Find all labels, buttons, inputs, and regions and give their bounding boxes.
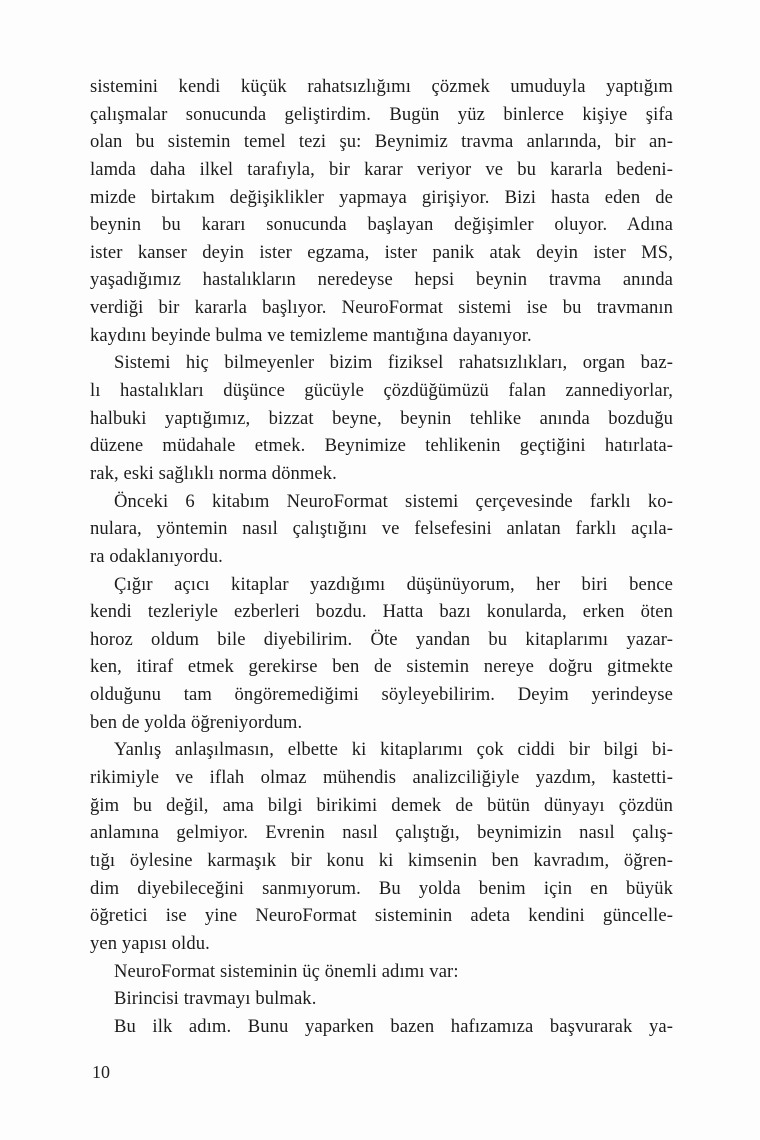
- text-line: anlamına gelmiyor. Evrenin nasıl çalıştığı, beynimizin nasıl çalış-: [90, 822, 673, 844]
- text-line: Sistemi hiç bilmeyenler bizim fiziksel rahatsızlıkları, organ baz-: [114, 352, 673, 374]
- page-number: 10: [92, 1062, 110, 1082]
- text-line: öğretici ise yine NeuroFormat sisteminin adeta kendini güncelle-: [90, 905, 673, 927]
- text-line: yaşadığımız hastalıkların neredeyse hepsi beynin travma anında: [90, 269, 673, 291]
- text-line: mizde birtakım değişiklikler yapmaya girişiyor. Bizi hasta eden de: [90, 186, 673, 208]
- text-line: kendi tezleriyle ezberleri bozdu. Hatta bazı konularda, erken öten: [90, 601, 673, 623]
- text-line: rikimiyle ve iflah olmaz mühendis analizciliğiyle yazdım, kastetti-: [90, 767, 673, 789]
- text-line: ben de yolda öğreniyordum.: [90, 711, 303, 733]
- text-line: düzene müdahale etmek. Beynimize tehlikenin geçtiğini hatırlata-: [90, 435, 673, 457]
- text-line: ğim bu değil, ama bilgi birikimi demek de bütün dünyayı çözdün: [90, 794, 673, 816]
- text-line: Bu ilk adım. Bunu yaparken bazen hafızamıza başvurarak ya-: [114, 1015, 673, 1037]
- text-line: dim diyebileceğini sanmıyorum. Bu yolda benim için en büyük: [90, 877, 673, 899]
- text-line: ra odaklanıyordu.: [90, 545, 223, 567]
- text-line: NeuroFormat sisteminin üç önemli adımı var:: [114, 960, 459, 982]
- text-line: halbuki yaptığımız, bizzat beyne, beynin tehlike anında bozduğu: [90, 407, 673, 429]
- text-line: olduğunu tam öngöremediğimi söyleyebilirim. Deyim yerindeyse: [90, 684, 673, 706]
- text-line: sistemini kendi küçük rahatsızlığımı çözmek umuduyla yaptığım: [90, 76, 673, 97]
- text-line: tığı öylesine karmaşık bir konu ki kimsenin ben kavradım, öğren-: [90, 849, 673, 871]
- text-line: çalışmalar sonucunda geliştirdim. Bugün yüz binlerce kişiye şifa: [90, 103, 673, 125]
- text-line: lamda daha ilkel tarafıyla, bir karar veriyor ve bu kararla bedeni-: [90, 158, 673, 180]
- text-line: nulara, yöntemin nasıl çalıştığını ve felsefesini anlatan farklı açıla-: [90, 518, 673, 540]
- text-line: lı hastalıkları düşünce gücüyle çözdüğümüzü falan zannediyorlar,: [90, 380, 673, 402]
- text-line: Önceki 6 kitabım NeuroFormat sistemi çerçevesinde farklı ko-: [114, 490, 673, 512]
- text-line: Yanlış anlaşılmasın, elbette ki kitaplarımı çok ciddi bir bilgi bi-: [114, 739, 673, 761]
- text-line: Birincisi travmayı bulmak.: [114, 988, 317, 1010]
- page-text: [90, 73, 673, 1040]
- text-line: verdiği bir kararla başlıyor. NeuroFormat sistemi ise bu travmanın: [90, 297, 673, 319]
- text-line: rak, eski sağlıklı norma dönmek.: [90, 462, 337, 484]
- text-line: ister kanser deyin ister egzama, ister panik atak deyin ister MS,: [90, 241, 673, 263]
- text-line: beynin bu kararı sonucunda başlayan değişimler oluyor. Adına: [90, 214, 673, 236]
- text-line: ken, itiraf etmek gerekirse ben de sistemin nereye doğru gitmekte: [90, 656, 673, 678]
- text-line: horoz oldum bile diyebilirim. Öte yandan bu kitaplarımı yazar-: [90, 628, 673, 650]
- text-line: olan bu sistemin temel tezi şu: Beynimiz travma anlarında, bir an-: [90, 131, 673, 153]
- text-line: kaydını beyinde bulma ve temizleme mantığına dayanıyor.: [90, 324, 532, 346]
- text-line: yen yapısı oldu.: [90, 932, 210, 954]
- text-line: Çığır açıcı kitaplar yazdığımı düşünüyorum, her biri bence: [114, 573, 673, 595]
